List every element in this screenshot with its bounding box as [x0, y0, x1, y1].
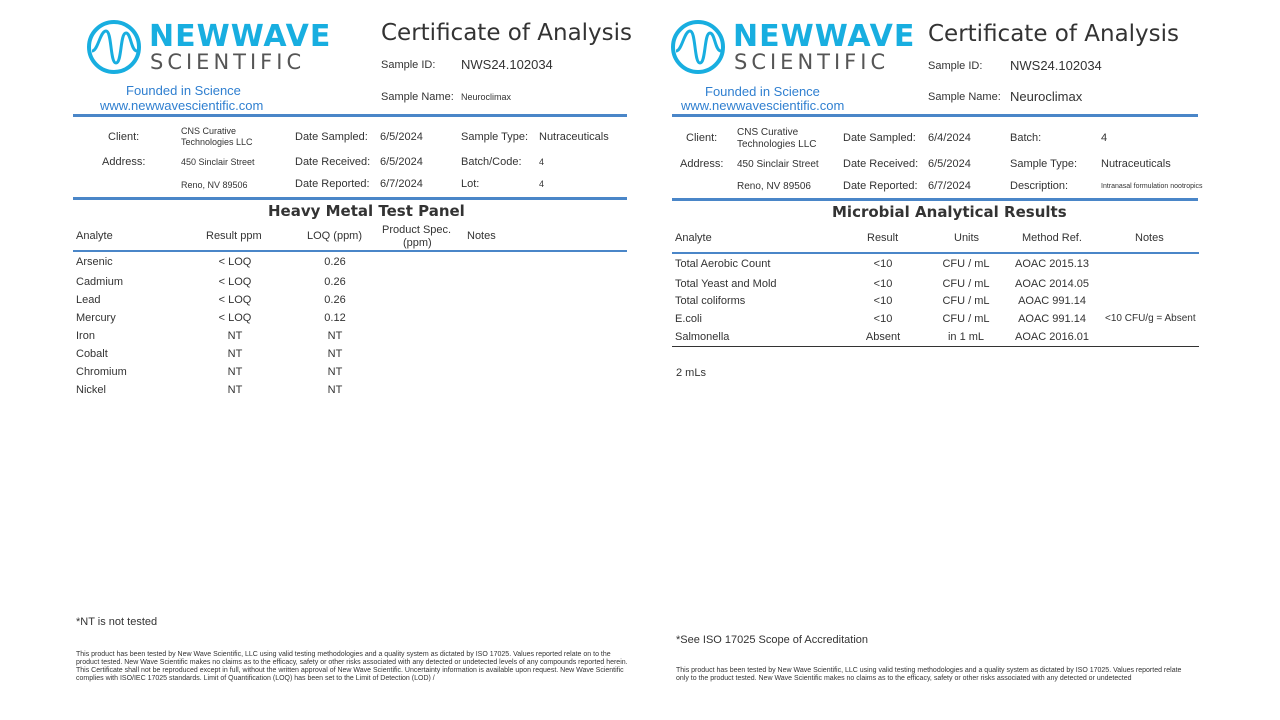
date-sampled-label: Date Sampled: — [295, 131, 368, 143]
footnote: *NT is not tested — [76, 616, 158, 628]
address-line-1: 450 Sinclair Street — [737, 159, 819, 170]
heavy-metal-row-result-cell: < LOQ — [218, 312, 252, 324]
sample-type-label: Sample Type: — [1010, 158, 1078, 170]
client-line-2: Technologies LLC — [737, 139, 817, 150]
microbial-row-result-cell: <10 — [873, 278, 893, 290]
disclaimer: This product has been tested by New Wave Scientific, LLC using valid testing methodologies and a quality system as dictated by ISO 17025. Values reported relate only to the product tested. New Wave Scientific makes no claims as to the efficacy, safety or other risks associated with any detected or undetected — [676, 667, 1182, 682]
certificate-title: Certificate of Analysis — [928, 21, 1180, 47]
col-header-spec-unit: (ppm) — [403, 237, 432, 249]
client-label: Client: — [686, 132, 718, 144]
microbial-row-analyte-cell: Total Yeast and Mold — [675, 278, 777, 290]
heavy-metal-row-result-cell: NT — [227, 330, 243, 342]
col-header-analyte: Analyte — [675, 232, 712, 244]
microbial-row-method-cell: AOAC 2016.01 — [1015, 331, 1089, 343]
microbial-row-notes-cell: <10 CFU/g = Absent — [1105, 313, 1196, 324]
microbial-row-result-cell: <10 — [873, 258, 893, 270]
microbial-row-analyte-cell: E.coli — [675, 313, 702, 325]
heavy-metal-row-result-cell: NT — [227, 366, 243, 378]
col-header-notes: Notes — [1135, 232, 1164, 244]
sample-name-value: Neuroclimax — [461, 92, 512, 102]
website-link[interactable]: www.newwavescientific.com — [100, 98, 264, 113]
address-line-1: 450 Sinclair Street — [181, 157, 255, 167]
col-header-result: Result — [867, 232, 899, 244]
certificate-title: Certificate of Analysis — [381, 20, 633, 46]
microbial-row-analyte-cell: Salmonella — [675, 331, 730, 343]
date-received-value: 6/5/2024 — [380, 156, 423, 168]
col-header-analyte: Analyte — [76, 230, 113, 242]
sample-type-value: Nutraceuticals — [1101, 158, 1171, 170]
footnote: *See ISO 17025 Scope of Accreditation — [676, 634, 869, 646]
microbial-row-analyte-cell: Total Aerobic Count — [675, 258, 771, 270]
client-label: Client: — [108, 131, 140, 143]
newwave-wave-logo-icon — [86, 17, 142, 77]
website-link[interactable]: www.newwavescientific.com — [681, 98, 845, 113]
microbial-row-analyte-cell: Total coliforms — [675, 295, 746, 307]
logo-wordmark-scientific: SCIENTIFIC — [734, 50, 890, 74]
logo-wordmark-newwave: NEWWAVE — [149, 19, 332, 54]
sample-name-label: Sample Name: — [928, 91, 1001, 103]
table-bottom-rule — [672, 346, 1199, 347]
date-reported-label: Date Reported: — [295, 178, 370, 190]
logo-wordmark-scientific: SCIENTIFIC — [150, 50, 306, 74]
sample-volume: 2 mLs — [676, 367, 706, 379]
microbial-row-result-cell: <10 — [873, 295, 893, 307]
section-title: Microbial Analytical Results — [832, 203, 1067, 221]
heavy-metal-row-result-cell: < LOQ — [218, 256, 252, 268]
col-header-spec: Product Spec. — [382, 224, 452, 236]
microbial-row-units-cell: CFU / mL — [942, 295, 990, 307]
heavy-metal-row-loq-cell: NT — [327, 348, 343, 360]
heavy-metal-row-analyte-cell: Cobalt — [76, 348, 108, 360]
address-line-2: Reno, NV 89506 — [737, 181, 811, 192]
sample-id-value: NWS24.102034 — [461, 57, 553, 72]
heavy-metal-row-analyte-cell: Chromium — [76, 366, 127, 378]
microbial-row-method-cell: AOAC 2014.05 — [1015, 278, 1089, 290]
table-header-rule — [672, 252, 1199, 254]
heavy-metal-row-analyte-cell: Mercury — [76, 312, 116, 324]
lot-value: 4 — [539, 179, 545, 189]
heavy-metal-row-result-cell: < LOQ — [218, 276, 252, 288]
batch-code-value: 4 — [539, 157, 545, 167]
client-line-1: CNS Curative — [737, 127, 799, 138]
microbial-row-method-cell: AOAC 991.14 — [1018, 295, 1086, 307]
header-rule — [672, 114, 1198, 117]
heavy-metal-row-result-cell: < LOQ — [218, 294, 252, 306]
address-line-2: Reno, NV 89506 — [181, 180, 248, 190]
sample-type-value: Nutraceuticals — [539, 131, 609, 143]
tagline: Founded in Science — [705, 84, 820, 99]
microbial-row-units-cell: CFU / mL — [942, 258, 990, 270]
batch-value: 4 — [1101, 132, 1108, 144]
col-header-loq: LOQ (ppm) — [307, 230, 363, 242]
sample-type-label: Sample Type: — [461, 131, 529, 143]
sample-name-value: Neuroclimax — [1010, 89, 1083, 104]
lot-label: Lot: — [461, 178, 480, 190]
heavy-metal-row-loq-cell: NT — [327, 330, 343, 342]
address-label: Address: — [680, 158, 724, 170]
microbial-row-method-cell: AOAC 2015.13 — [1015, 258, 1089, 270]
heavy-metal-row-result-cell: NT — [227, 384, 243, 396]
heavy-metal-row-analyte-cell: Cadmium — [76, 276, 124, 288]
date-received-label: Date Received: — [295, 156, 371, 168]
col-header-notes: Notes — [467, 230, 496, 242]
col-header-result: Result ppm — [206, 230, 262, 242]
heavy-metal-row-analyte-cell: Iron — [76, 330, 95, 342]
client-line-1: CNS Curative — [181, 126, 237, 136]
col-header-units: Units — [954, 232, 980, 244]
date-sampled-label: Date Sampled: — [843, 132, 916, 144]
section-title: Heavy Metal Test Panel — [268, 202, 465, 220]
microbial-row-result-cell: <10 — [873, 313, 893, 325]
microbial-row-units-cell: CFU / mL — [942, 278, 990, 290]
heavy-metal-row-loq-cell: NT — [327, 366, 343, 378]
heavy-metal-row-loq-cell: 0.26 — [324, 256, 346, 268]
tagline: Founded in Science — [126, 83, 241, 98]
date-sampled-value: 6/5/2024 — [380, 131, 423, 143]
description-value: Intranasal formulation nootropics — [1101, 183, 1203, 190]
microbial-row-result-cell: Absent — [865, 331, 901, 343]
header-rule — [73, 114, 627, 117]
date-received-label: Date Received: — [843, 158, 919, 170]
client-line-2: Technologies LLC — [181, 137, 253, 147]
heavy-metal-row-loq-cell: 0.26 — [324, 276, 346, 288]
heavy-metal-row-loq-cell: 0.26 — [324, 294, 346, 306]
heavy-metal-row-loq-cell: NT — [327, 384, 343, 396]
heavy-metal-row-analyte-cell: Lead — [76, 294, 101, 306]
microbial-row-units-cell: in 1 mL — [947, 331, 985, 343]
date-reported-value: 6/7/2024 — [928, 180, 971, 192]
microbial-row-method-cell: AOAC 991.14 — [1018, 313, 1086, 325]
sample-id-label: Sample ID: — [381, 59, 436, 71]
sample-id-value: NWS24.102034 — [1010, 58, 1102, 73]
disclaimer: This product has been tested by New Wave Scientific, LLC using valid testing methodologies and a quality system as dictated by ISO 17025. Values reported relate on to the product tested. New Wave Scientific makes no claims as to the efficacy, safety or other risks associated with any detected or undetected levels of any compounds reported herein. This Certificate shall not be reproduced except in full, without the written approval of New Wave Scientific. Uncertainty information is available upon request. New Wave Scientific complies with ISO/IEC 17025 standards. Limit of Quantification (LOQ) has been set to the Limit of Detection (LOD) / — [76, 651, 628, 682]
heavy-metal-row-result-cell: NT — [227, 348, 243, 360]
table-header-rule — [73, 250, 627, 252]
info-rule — [672, 198, 1198, 201]
date-reported-label: Date Reported: — [843, 180, 918, 192]
date-received-value: 6/5/2024 — [928, 158, 971, 170]
description-label: Description: — [1010, 180, 1069, 192]
logo-wordmark-newwave: NEWWAVE — [733, 19, 916, 54]
date-sampled-value: 6/4/2024 — [928, 132, 971, 144]
col-header-method: Method Ref. — [1022, 232, 1082, 244]
newwave-wave-logo-icon — [670, 17, 726, 77]
heavy-metal-row-loq-cell: 0.12 — [324, 312, 346, 324]
batch-code-label: Batch/Code: — [461, 156, 522, 168]
sample-id-label: Sample ID: — [928, 60, 983, 72]
heavy-metal-row-analyte-cell: Arsenic — [76, 256, 113, 268]
heavy-metal-row-analyte-cell: Nickel — [76, 384, 106, 396]
date-reported-value: 6/7/2024 — [380, 178, 423, 190]
sample-name-label: Sample Name: — [381, 91, 454, 103]
info-rule — [73, 197, 627, 200]
address-label: Address: — [102, 156, 146, 168]
microbial-row-units-cell: CFU / mL — [942, 313, 990, 325]
batch-label: Batch: — [1010, 132, 1042, 144]
